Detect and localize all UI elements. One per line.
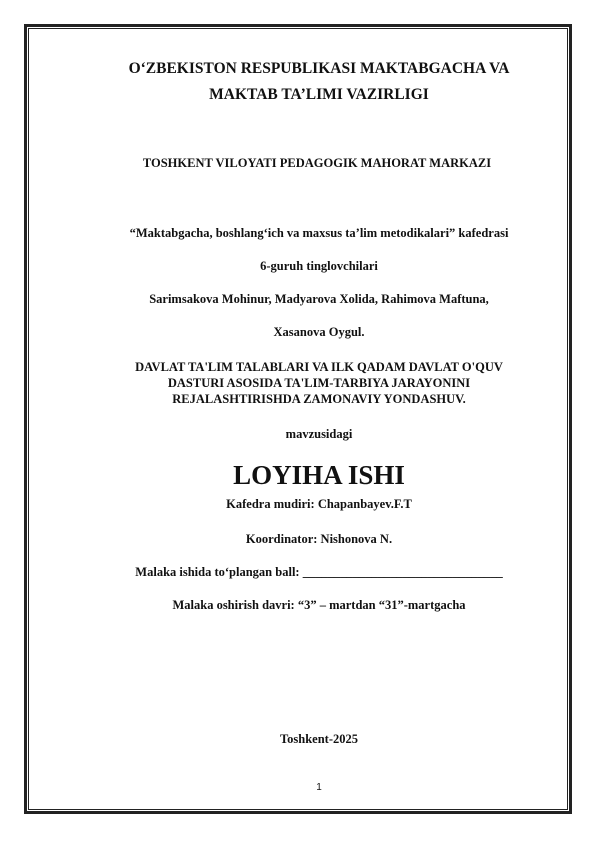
city-year: Toshkent-2025 (279, 732, 359, 746)
topic-line-3: REJALASHTIRISHDA ZAMONAVIY YONDASHUV. (172, 392, 466, 406)
topic-suffix: mavzusidagi (285, 427, 353, 441)
head-of-department: Kafedra mudiri: Chapanbayev.F.T (226, 497, 412, 511)
group-label: 6-guruh tinglovchilari (260, 259, 378, 273)
authors-line-1: Sarimsakova Mohinur, Madyarova Xolida, Rahimova Maftuna, (149, 292, 489, 306)
center-name: TOSHKENT VILOYATI PEDAGOGIK MAHORAT MARKAZI (142, 156, 492, 170)
department-name: “Maktabgacha, boshlang‘ich va maxsus ta’lim metodikalari” kafedrasi (129, 226, 509, 240)
document-title: LOYIHA ISHI (233, 460, 405, 490)
coordinator: Koordinator: Nishonova N. (245, 532, 393, 546)
ministry-name-line-1: O‘ZBEKISTON RESPUBLIKASI MAKTABGACHA VA (128, 60, 510, 77)
ministry-name-line-2: MAKTAB TA’LIMI VAZIRLIGI (209, 86, 429, 103)
training-period: Malaka oshirish davri: “3” – martdan “31”-martgacha (172, 598, 466, 612)
page-border-inner (28, 28, 568, 810)
topic-line-2: DASTURI ASOSIDA TA'LIM-TARBIYA JARAYONINI (167, 376, 471, 390)
score-field: Malaka ishida to‘plangan ball: ________________________________ (135, 565, 503, 579)
topic-line-1: DAVLAT TA'LIM TALABLARI VA ILK QADAM DAVLAT O'QUV (135, 360, 503, 374)
authors-line-2: Xasanova Oygul. (273, 325, 365, 339)
page-number: 1 (316, 782, 322, 793)
